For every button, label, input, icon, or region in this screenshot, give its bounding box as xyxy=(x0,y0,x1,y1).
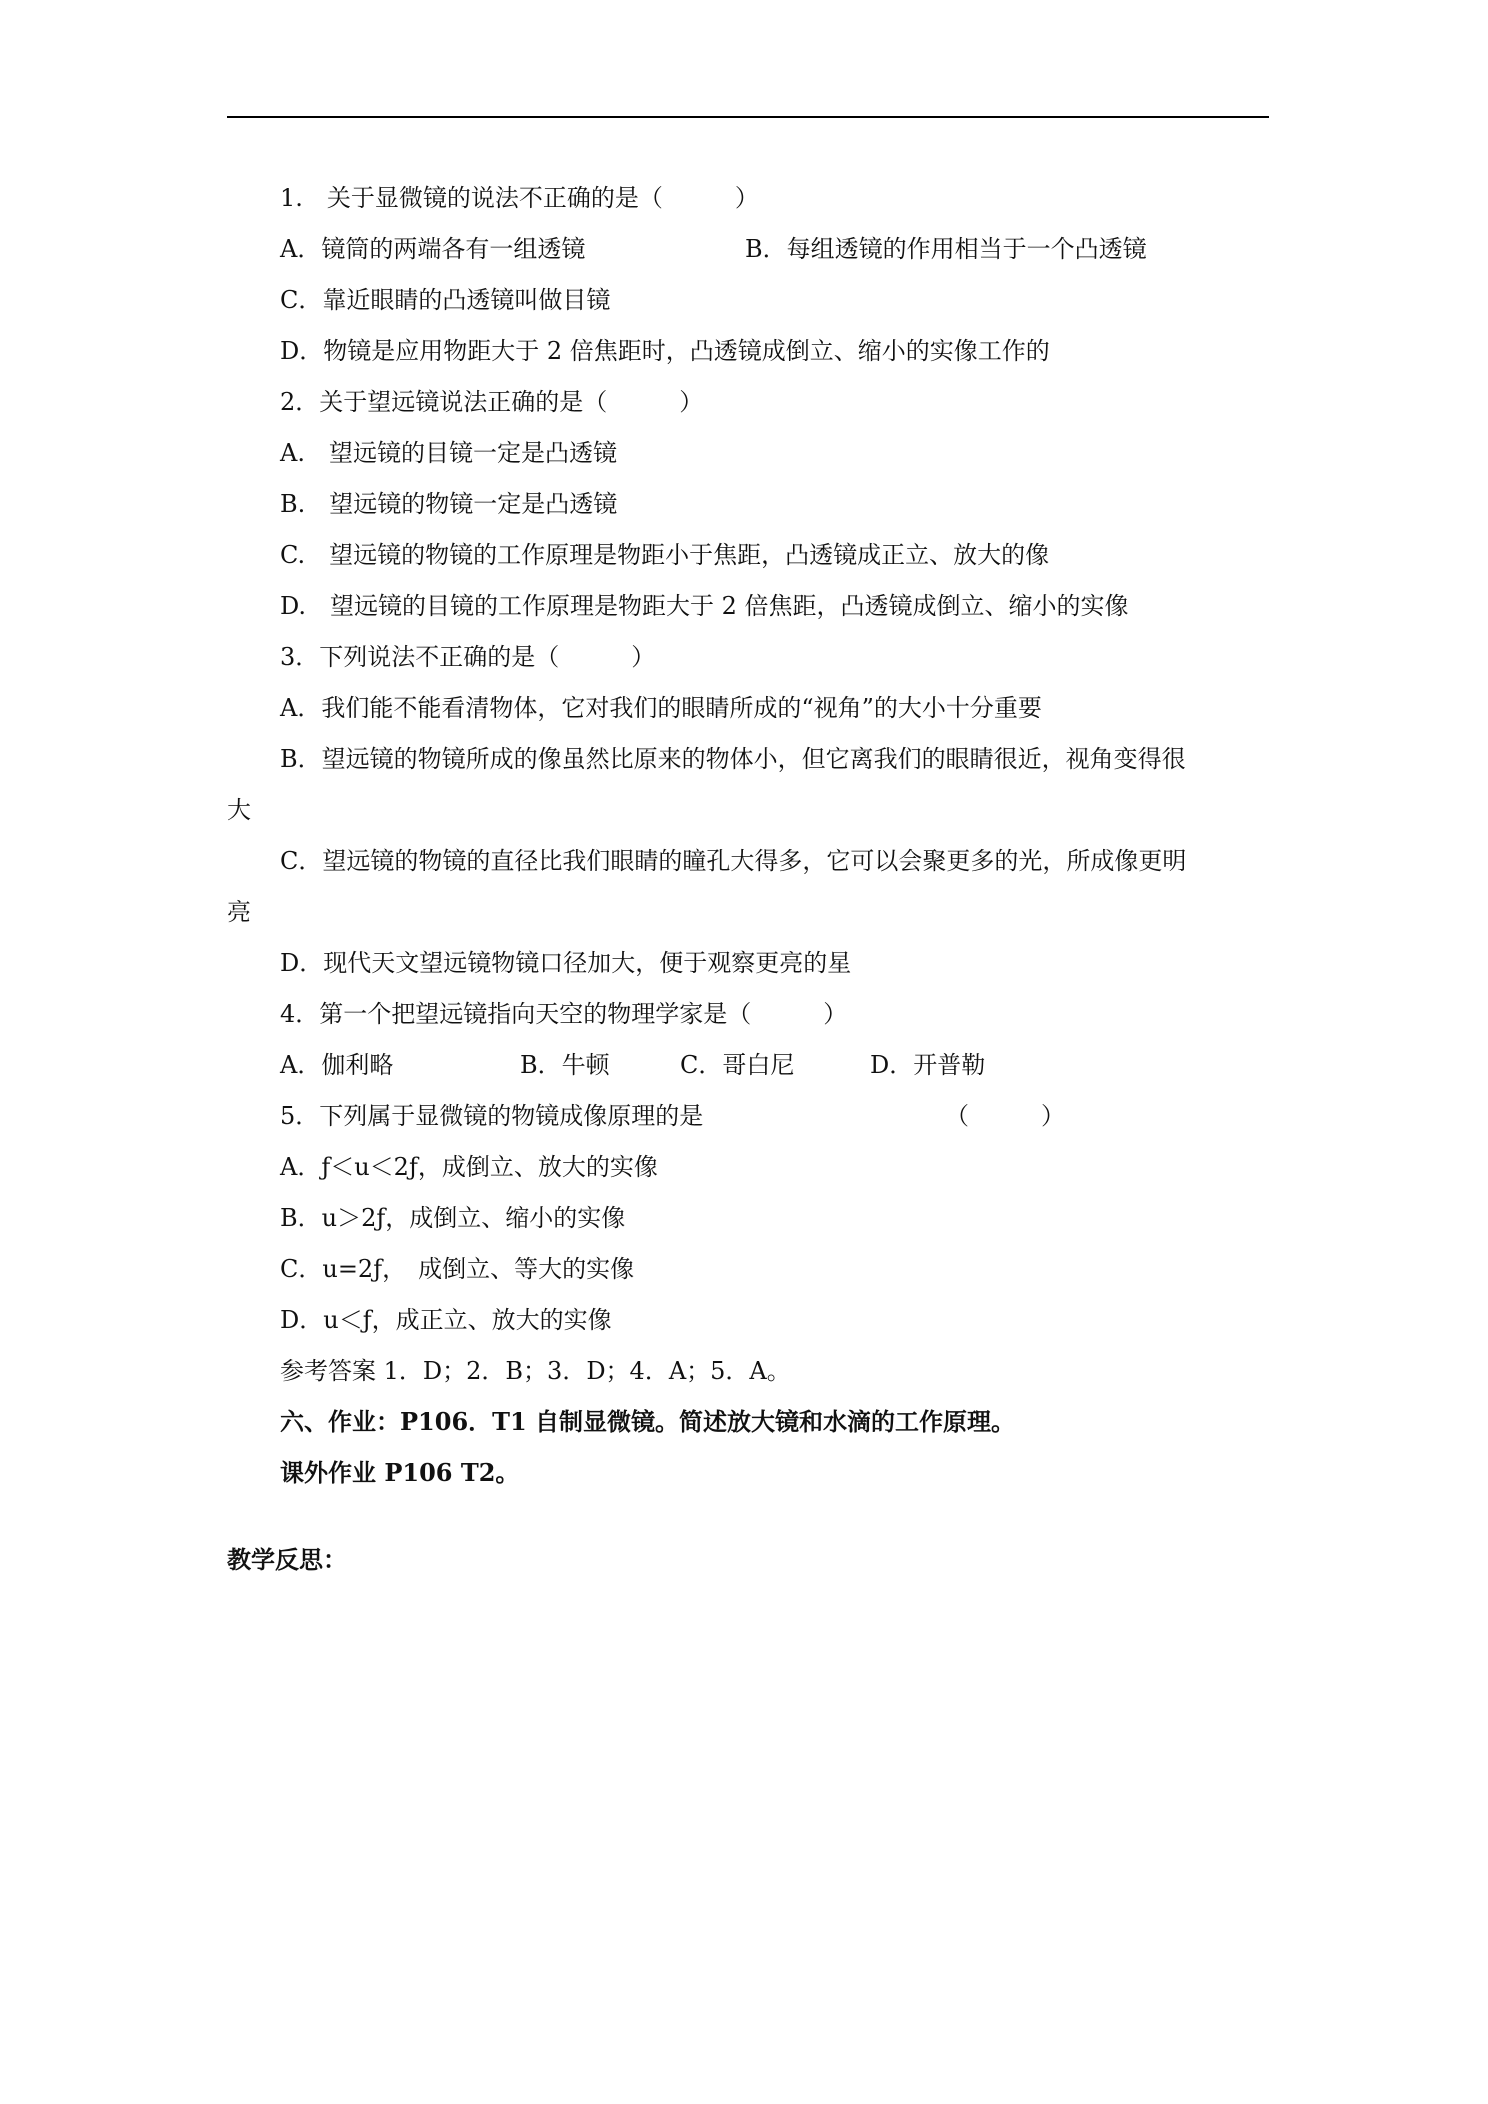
q1-option-a: A．镜筒的两端各有一组透镜 xyxy=(280,235,586,263)
q2-stem: 2．关于望远镜说法正确的是（ ） xyxy=(280,388,704,416)
q3-option-c-line1: C．望远镜的物镜的直径比我们眼睛的瞳孔大得多，它可以会聚更多的光，所成像更明 xyxy=(280,847,1187,875)
answer-key: 参考答案 1．D；2．B；3．D；4．A；5．A。 xyxy=(280,1357,791,1385)
q5-option-b: B．u＞2ƒ，成倒立、缩小的实像 xyxy=(280,1204,626,1232)
q1-option-c: C．靠近眼睛的凸透镜叫做目镜 xyxy=(280,286,611,314)
q2-option-b: B. 望远镜的物镜一定是凸透镜 xyxy=(280,490,618,518)
q2-option-d: D. 望远镜的目镜的工作原理是物距大于 2 倍焦距，凸透镜成倒立、缩小的实像 xyxy=(280,592,1129,620)
q4-option-b: B．牛顿 xyxy=(520,1051,610,1079)
reflection-heading: 教学反思： xyxy=(227,1545,347,1574)
q5-stem: 5．下列属于显微镜的物镜成像原理的是 xyxy=(280,1102,704,1130)
q2-option-c: C. 望远镜的物镜的工作原理是物距小于焦距，凸透镜成正立、放大的像 xyxy=(280,541,1050,569)
q4-stem: 4．第一个把望远镜指向天空的物理学家是（ ） xyxy=(280,1000,848,1028)
q1-stem: 1. 关于显微镜的说法不正确的是（ ） xyxy=(280,184,759,212)
q3-option-a: A．我们能不能看清物体，它对我们的眼睛所成的“视角”的大小十分重要 xyxy=(280,694,1042,722)
q5-option-c: C．u=2ƒ， 成倒立、等大的实像 xyxy=(280,1255,635,1283)
extra-homework: 课外作业 P106 T2。 xyxy=(280,1458,520,1487)
q3-option-b-line1: B．望远镜的物镜所成的像虽然比原来的物体小，但它离我们的眼睛很近，视角变得很 xyxy=(280,745,1186,773)
q2-option-a: A. 望远镜的目镜一定是凸透镜 xyxy=(280,439,617,467)
q5-option-a: A．ƒ＜u＜2ƒ，成倒立、放大的实像 xyxy=(280,1153,658,1181)
q4-option-c: C．哥白尼 xyxy=(680,1051,795,1079)
q5-answer-blank: （ ） xyxy=(945,1102,1065,1130)
q1-option-d: D．物镜是应用物距大于 2 倍焦距时，凸透镜成倒立、缩小的实像工作的 xyxy=(280,337,1050,365)
q1-option-b: B．每组透镜的作用相当于一个凸透镜 xyxy=(745,235,1147,263)
q4-option-a: A．伽利略 xyxy=(280,1051,394,1079)
q4-option-d: D．开普勒 xyxy=(870,1051,986,1079)
q3-option-c-line2: 亮 xyxy=(227,898,251,926)
q5-option-d: D．u＜ƒ，成正立、放大的实像 xyxy=(280,1306,612,1334)
homework-heading: 六、作业：P106．T1 自制显微镜。简述放大镜和水滴的工作原理。 xyxy=(280,1407,1016,1436)
q3-option-b-line2: 大 xyxy=(227,796,251,824)
q3-stem: 3．下列说法不正确的是（ ） xyxy=(280,643,656,671)
q3-option-d: D．现代天文望远镜物镜口径加大，便于观察更亮的星 xyxy=(280,949,852,977)
header-rule xyxy=(227,116,1269,118)
